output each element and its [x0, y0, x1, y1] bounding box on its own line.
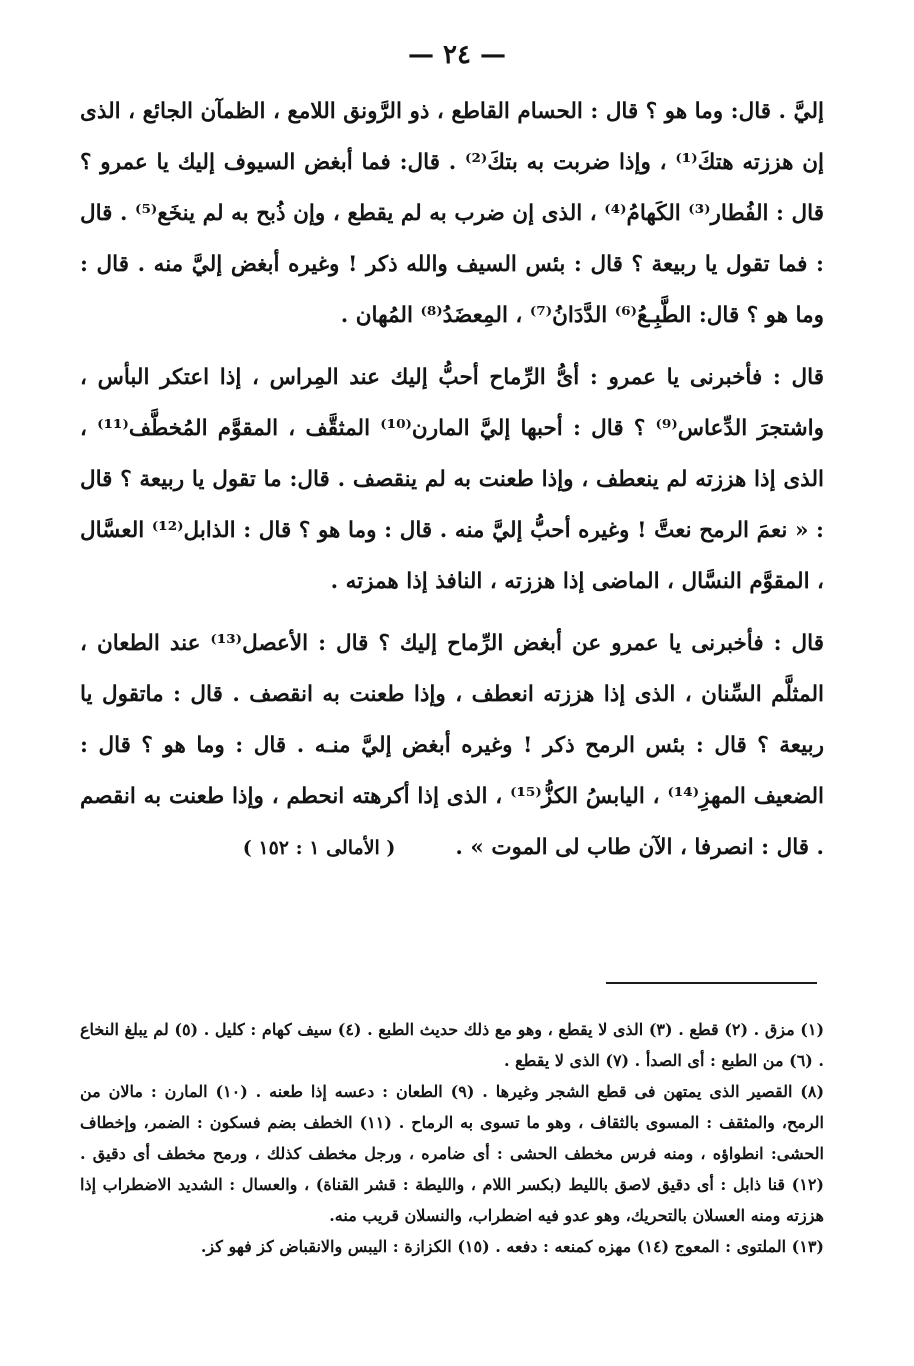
source-citation: ( الأمالى ١ : ١٥٢ )	[242, 837, 396, 859]
page-number: — ٢٤ —	[407, 40, 507, 70]
footnote-group-1: (١) مزق . (٢) قطع . (٣) الذى لا يقطع ، وهو مع ذلك حديث الطبع . (٤) سيف كهام : كليل . (٥) لم يبلغ النخاع . (٦) من الطبع : أى الصدأ . (٧) الذى لا يقطع .	[80, 1020, 825, 1070]
paragraph-swords: إليَّ . قال: وما هو ؟ قال : الحسام القاطع ، ذو الرَّونق اللامع ، الظمآن الجائع ، الذى إن هززته هتكَ⁽¹⁾ ، وإذا ضربت به بتكَ⁽²⁾ . قال: فما أبغض السيوف إليك يا عمرو ؟ قال : الفُطار⁽³⁾ الكَهامُ⁽⁴⁾ ، الذى إن ضرب به لم يقطع ، وإن ذُبح به لم ينخَع⁽⁵⁾ . قال : فما تقول يا ربيعة ؟ قال : بئس السيف والله ذكر ! وغيره أبغض إليَّ منه . قال : وما هو ؟ قال: الطَّبِـعُ⁽⁶⁾ الدَّدَانُ⁽⁷⁾ ، المِعضَدُ⁽⁸⁾ المُهان .	[80, 99, 824, 328]
footnote-group-3: (١٣) الملتوى : المعوج (١٤) مهزه كمنعه : دفعه . (١٥) الكزازة : اليبس والانقباض كز فهو كز.	[200, 1237, 824, 1256]
paragraph-worst-spears-text: قال : فأخبرنى يا عمرو عن أبغض الرِّماح إليك ؟ قال : الأعصل⁽¹³⁾ عند الطعان ، المثلَّم السِّنان ، الذى إذا هززته انعطف ، وإذا طعنت به انقصف . قال : ماتقول يا ربيعة ؟ قال : بئس الرمح ذكر ! وغيره أبغض إليَّ منـه . قال : وما هو ؟ قال : الضعيف المهزِ⁽¹⁴⁾ ، اليابسُ الكزُّ⁽¹⁵⁾ ، الذى إذا أكرهته انحطم ، وإذا طعنت به انقصم . قال : انصرفا ، الآن طاب لى الموت » .	[80, 631, 824, 860]
paragraph-worst-spears	[80, 618, 824, 874]
footnote-separator	[606, 982, 817, 984]
footnote-group-2: (٨) القصير الذى يمتهن فى قطع الشجر وغيرها . (٩) الطعان : دعسه إذا طعنه . (١٠) المارن : مالان من الرمح، والمثقف : المسوى بالثقاف ، وهو ما تسوى به الرماح . (١١) الخطف بضم فسكون : الضمر، وإخطاف الحشى: انطواؤه ، ومنه فرس مخطف الحشى : أى ضامره ، ورجل مخطف كذلك ، ورمح مخطف أى دقيق . (١٢) قنا ذابل : أى دقيق لاصق بالليط (بكسر اللام ، والليطة : قشر القناة) ، والعسال : الشديد الاضطراب إذا هززته ومنه العسلان بالتحريك، وهو عدو فيه اضطراب، والنسلان قريب منه.	[80, 1082, 825, 1225]
paragraph-best-spears: قال : فأخبرنى يا عمرو : أىُّ الرِّماح أحبُّ إليك عند المِراس ، إذا اعتكر البأس ، واشتجرَ الدِّعاس⁽⁹⁾ ؟ قال : أحبها إليَّ المارن⁽¹⁰⁾ المثقَّف ، المقوَّم المُخطَّف⁽¹¹⁾ ، الذى إذا هززته لم ينعطف ، وإذا طعنت به لم ينقصف . قال: ما تقول يا ربيعة ؟ قال : « نعمَ الرمح نعتَّ ! وغيره أحبُّ إليَّ منه . قال : وما هو ؟ قال : الذابل⁽¹²⁾ العسَّال ، المقوَّم النسَّال ، الماضى إذا هززته ، النافذ إذا همزته .	[80, 365, 825, 594]
footnotes	[80, 1014, 824, 1262]
main-text	[80, 86, 824, 874]
